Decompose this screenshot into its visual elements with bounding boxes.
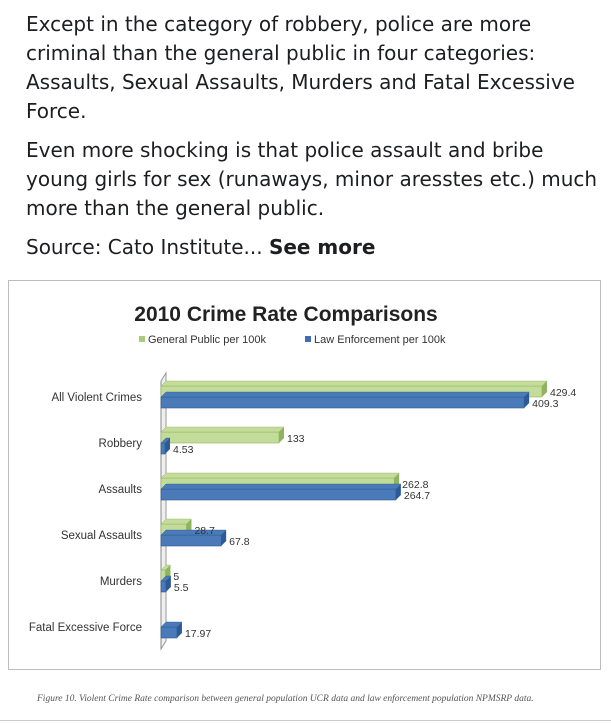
bar-top [161,392,529,397]
category-label: Assaults [98,484,142,496]
chart-value-labels [173,387,576,640]
post-text [26,10,601,272]
chart-legend [139,334,446,346]
post-source-line [26,233,601,262]
value-label: 5.5 [173,582,189,594]
bar-law [161,622,182,638]
bar-law [161,484,401,500]
crime-rate-chart [9,281,600,669]
bar-top [161,473,399,478]
legend-swatch-general [139,336,145,342]
see-more-link[interactable]: See more [268,235,376,259]
value-label: 67.8 [229,536,250,548]
divider [0,720,611,721]
chart-axis-wall [161,373,166,649]
bar-law [161,392,529,408]
category-label: Robbery [98,438,142,450]
bar-face [161,443,165,454]
post-paragraph-2: Even more shocking is that police assault and bribe young girls for sex (runaways, minor aresstes etc.) much more than the general public. [26,138,598,220]
bar-face [161,397,524,408]
value-label: 262.8 [402,479,429,491]
figure-caption: Figure 10. Violent Crime Rate comparison between general population UCR data and law enforcement population NPMSRP data. [37,694,534,704]
legend-label-law: Law Enforcement per 100k [314,334,446,346]
chart-bars [161,381,547,638]
source-text: Source: Cato Institute... [26,235,263,259]
post-paragraph-1: Except in the category of robbery, police are more criminal than the general public in four categories: Assaults, Sexual Assaults, Murders and Fatal Excessive Force. [26,12,575,123]
chart-category-labels [29,392,142,634]
category-label: Sexual Assaults [60,530,142,542]
axis-wall-face [161,373,166,649]
bar-top [161,427,284,432]
bar-general [161,427,284,443]
value-label: 409.3 [532,398,559,410]
bar-top [161,381,547,386]
value-label: 429.4 [550,387,577,399]
category-label: Murders [99,576,142,588]
legend-label-general: General Public per 100k [148,334,267,346]
value-label: 28.7 [194,525,215,537]
value-label: 264.7 [403,490,431,502]
value-label: 5 [173,571,180,583]
bar-top [161,484,401,489]
category-label: Fatal Excessive Force [28,622,142,634]
bar-face [161,581,166,592]
chart-title: 2010 Crime Rate Comparisons [134,303,438,326]
bar-face [161,432,279,443]
chart-image[interactable] [8,280,601,670]
value-label: 17.97 [184,628,212,640]
bar-face [161,489,396,500]
bar-face [161,627,177,638]
value-label: 4.53 [173,444,194,456]
bar-top [161,519,191,524]
legend-swatch-law [305,336,311,342]
value-label: 133 [287,433,305,445]
category-label: All Violent Crimes [51,392,142,404]
